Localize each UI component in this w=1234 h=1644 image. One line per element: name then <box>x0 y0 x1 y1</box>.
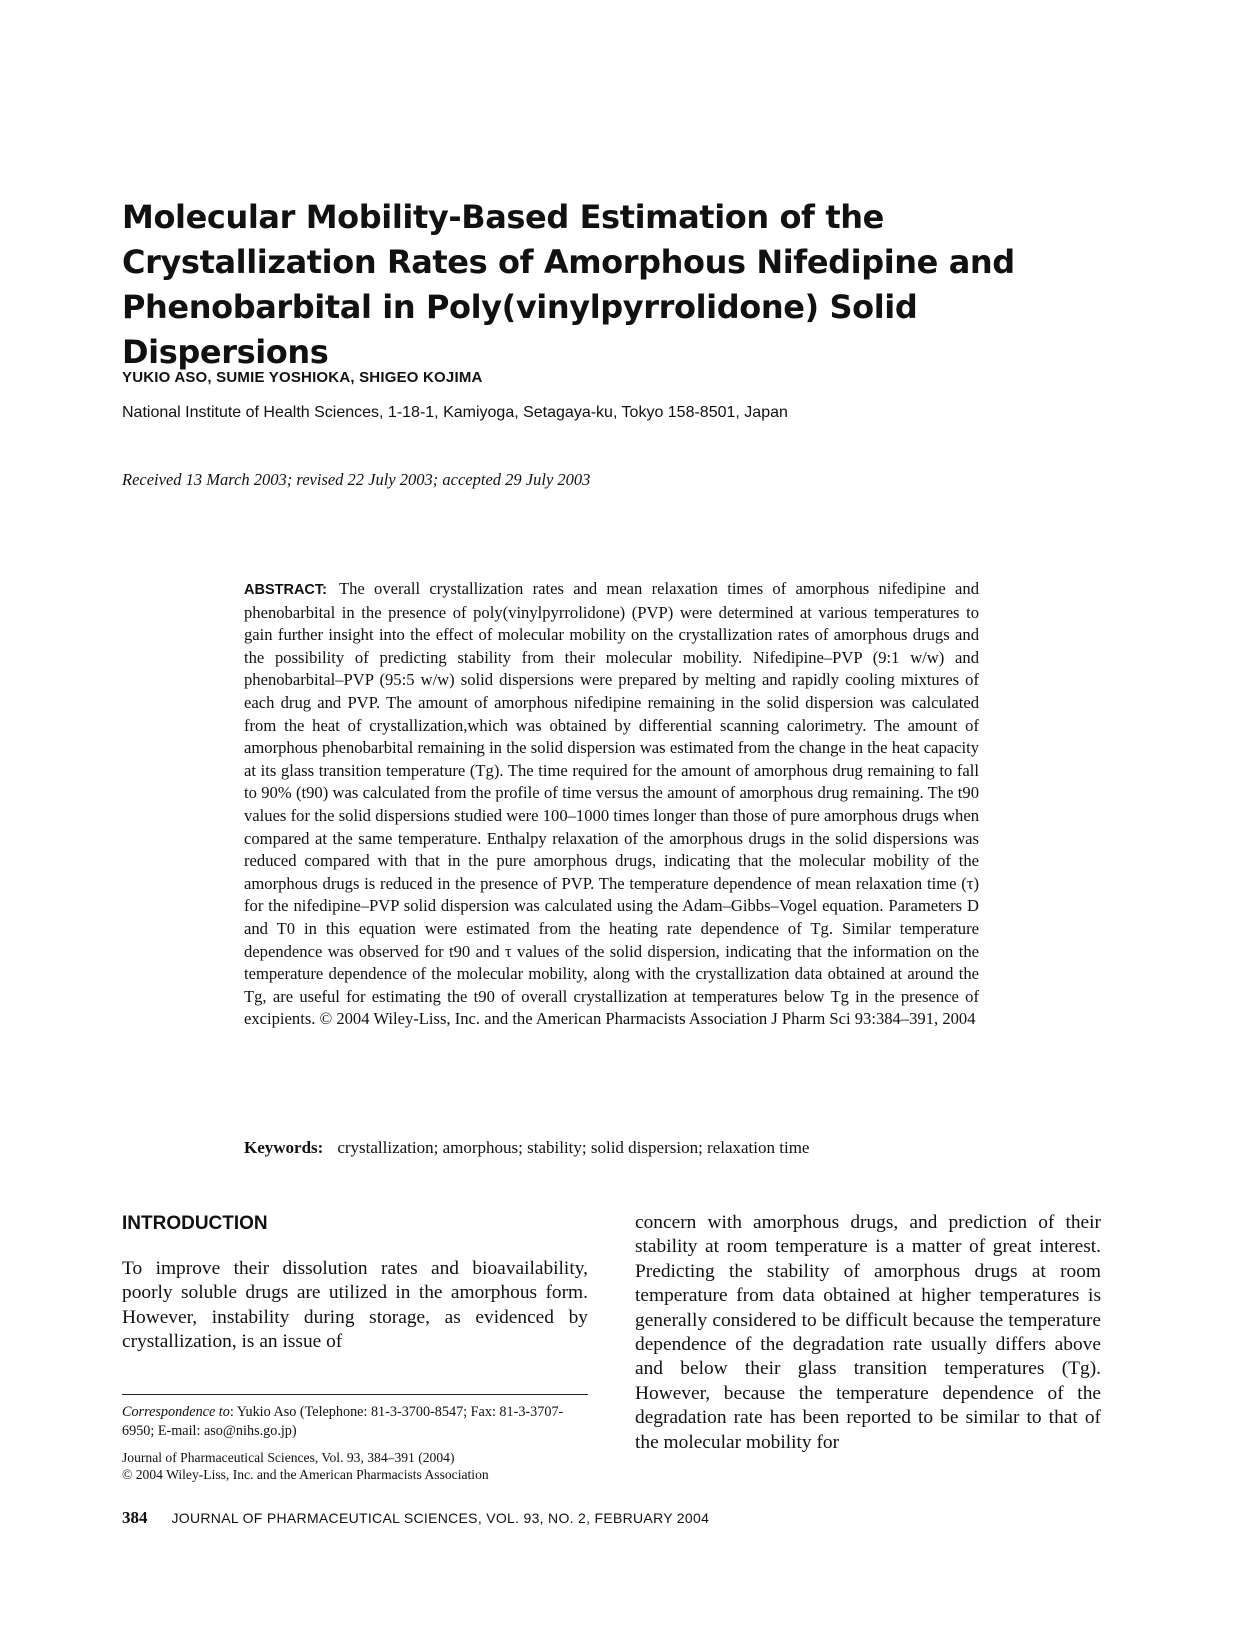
keywords <box>244 1138 979 1158</box>
abstract <box>244 578 979 1031</box>
keywords-label: Keywords: <box>244 1138 324 1157</box>
paper-title: Molecular Mobility-Based Estimation of the Crystallization Rates of Amorphous Nifedipine and Phenobarbital in Poly(vinylpyrrolidone) Solid Dispersions <box>122 198 1015 371</box>
introduction-right-column: concern with amorphous drugs, and prediction of their stability at room temperature is a matter of great interest. Predicting the stability of amorphous drugs at room temperature from data obtained at higher temperatures is generally considered to be difficult because the temperature dependence of the degradation rate usually differs above and below their glass transition temperatures (Tg). However, because the temperature dependence of the degradation rate has been reported to be similar to that of the molecular mobility for <box>635 1212 1101 1453</box>
footnote-divider <box>122 1394 588 1395</box>
abstract-text: The overall crystallization rates and mean relaxation times of amorphous nifedipine and phenobarbital in the presence of poly(vinylpyrrolidone) (PVP) were determined at various temperatures to gain further insight into the effect of molecular mobility on the crystallization rates of amorphous drugs and the possibility of predicting stability from their molecular mobility. Nifedipine–PVP (9:1 w/w) and phenobarbital–PVP (95:5 w/w) solid dispersions were prepared by melting and rapidly cooling mixtures of each drug and PVP. The amount of amorphous nifedipine remaining in the solid dispersion was calculated from the heat of crystallization,which was obtained by differential scanning calorimetry. The amount of amorphous phenobarbital remaining in the solid dispersion was estimated from the change in the heat capacity at its glass transition temperature (Tg). The time required for the amount of amorphous drug remaining to fall to 90% (t90) was calculated from the profile of time versus the amount of amorphous drug remaining. The t90 values for the solid dispersions studied were 100–1000 times longer than those of pure amorphous drugs when compared at the same temperature. Enthalpy relaxation of the amorphous drugs in the solid dispersions was reduced compared with that in the pure amorphous drugs, indicating that the molecular mobility of the amorphous drugs is reduced in the presence of PVP. The temperature dependence of mean relaxation time (τ) for the nifedipine–PVP solid dispersion was calculated using the Adam–Gibbs–Vogel equation. Parameters D and T0 in this equation were estimated from the heating rate dependence of Tg. Similar temperature dependence was observed for t90 and τ values of the solid dispersion, indicating that the information on the temperature dependence of the molecular mobility, along with the crystallization data obtained at around the Tg, are useful for estimating the t90 of overall crystallization at temperatures below Tg in the presence of excipients. © 2004 Wiley-Liss, Inc. and the American Pharmacists Association J Pharm Sci 93:384–391, 2004 <box>244 579 979 1029</box>
affiliation: National Institute of Health Sciences, 1-18-1, Kamiyoga, Setagaya-ku, Tokyo 158-8501, Japan <box>122 404 788 421</box>
correspondence-footnote <box>122 1403 588 1440</box>
keywords-text: crystallization; amorphous; stability; solid dispersion; relaxation time <box>337 1138 810 1157</box>
correspondence-text: : Yukio Aso (Telephone: 81-3-3700-8547; Fax: 81-3-3707-6950; E-mail: aso@nihs.go.jp) <box>122 1404 564 1439</box>
journal-line: Journal of Pharmaceutical Sciences, Vol. 93, 384–391 (2004) <box>122 1450 455 1465</box>
journal-citation-footnote <box>122 1450 588 1483</box>
page-footer <box>122 1508 709 1528</box>
running-journal-title: JOURNAL OF PHARMACEUTICAL SCIENCES, VOL. 93, NO. 2, FEBRUARY 2004 <box>171 1510 710 1526</box>
author-list: YUKIO ASO, SUMIE YOSHIOKA, SHIGEO KOJIMA <box>122 369 483 386</box>
abstract-label: ABSTRACT: <box>244 582 327 598</box>
introduction-left-column: To improve their dissolution rates and bioavailability, poorly soluble drugs are utilized in the amorphous form. However, instability during storage, as evidenced by crystallization, is an issue of <box>122 1258 588 1353</box>
received-dates: Received 13 March 2003; revised 22 July 2003; accepted 29 July 2003 <box>122 470 591 489</box>
section-heading-introduction: INTRODUCTION <box>122 1213 268 1234</box>
copyright-line: © 2004 Wiley-Liss, Inc. and the American Pharmacists Association <box>122 1466 489 1482</box>
page-number: 384 <box>122 1508 148 1527</box>
correspondence-label: Correspondence to <box>122 1404 230 1420</box>
